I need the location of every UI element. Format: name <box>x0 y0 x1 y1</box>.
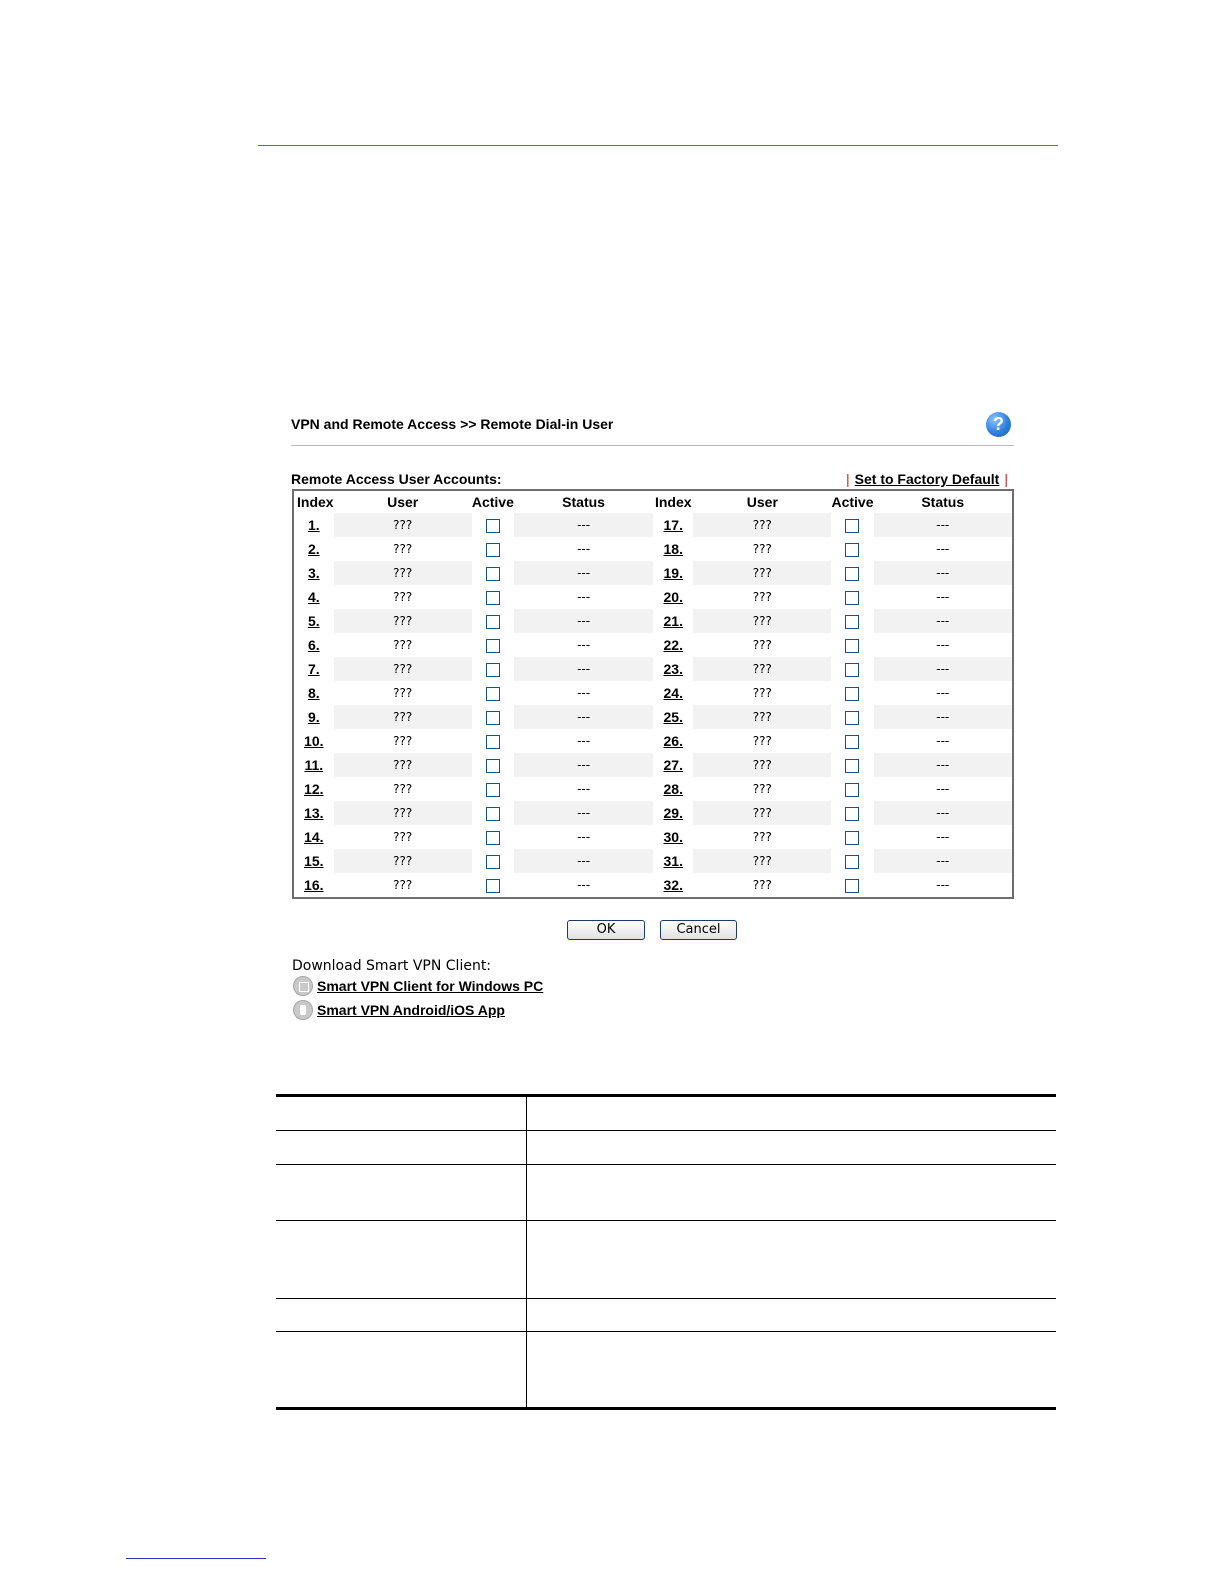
user-index-link[interactable]: 4. <box>307 589 320 605</box>
help-icon[interactable]: ? <box>986 412 1011 437</box>
table-row <box>293 561 1013 585</box>
user-index-link[interactable]: 26. <box>663 733 683 749</box>
user-accounts-table <box>292 489 1014 899</box>
user-index-link[interactable]: 25. <box>663 709 683 725</box>
status-cell: --- <box>936 782 950 796</box>
user-index-link[interactable]: 9. <box>307 709 320 725</box>
user-index-link[interactable]: 3. <box>307 565 320 581</box>
status-cell: --- <box>874 513 1014 537</box>
column-header: Status <box>562 494 605 510</box>
user-cell: ??? <box>334 609 472 633</box>
user-index-link[interactable]: 15. <box>304 853 324 869</box>
user-index-link[interactable]: 23. <box>663 661 683 677</box>
factory-default-group <box>841 471 1013 487</box>
table-row <box>293 585 1013 609</box>
user-cell: ??? <box>334 561 472 585</box>
user-index-link[interactable]: 8. <box>307 685 320 701</box>
user-cell: ??? <box>334 705 472 729</box>
active-checkbox[interactable] <box>845 711 859 725</box>
status-cell: --- <box>874 753 1014 777</box>
active-checkbox[interactable] <box>845 687 859 701</box>
user-cell: ??? <box>752 830 772 844</box>
status-cell: --- <box>874 705 1014 729</box>
active-checkbox[interactable] <box>486 615 500 629</box>
table-row <box>276 1332 1056 1409</box>
status-cell: --- <box>874 561 1014 585</box>
user-index-link[interactable]: 13. <box>304 805 324 821</box>
user-index-link[interactable]: 19. <box>663 565 683 581</box>
column-header: Active <box>471 494 514 510</box>
user-cell: ??? <box>752 686 772 700</box>
page-title: VPN and Remote Access >> Remote Dial-in User <box>291 416 614 432</box>
user-cell: ??? <box>393 590 413 604</box>
user-index-link[interactable]: 21. <box>663 613 683 629</box>
table-header-row <box>293 490 1013 513</box>
status-cell: --- <box>874 609 1014 633</box>
user-index-link[interactable]: 10. <box>304 733 324 749</box>
user-cell: ??? <box>393 734 413 748</box>
active-checkbox[interactable] <box>845 567 859 581</box>
user-cell: ??? <box>693 849 831 873</box>
active-checkbox[interactable] <box>845 615 859 629</box>
table-row <box>276 1299 1056 1332</box>
active-checkbox[interactable] <box>486 639 500 653</box>
active-checkbox[interactable] <box>845 519 859 533</box>
table-row <box>293 753 1013 777</box>
download-row-windows <box>293 976 543 996</box>
active-checkbox[interactable] <box>845 735 859 749</box>
title-divider <box>291 445 1014 446</box>
active-checkbox[interactable] <box>845 759 859 773</box>
user-index-link[interactable]: 18. <box>663 541 683 557</box>
status-cell: --- <box>577 542 591 556</box>
status-cell: --- <box>514 801 653 825</box>
user-index-link[interactable]: 7. <box>307 661 320 677</box>
user-index-link[interactable]: 20. <box>663 589 683 605</box>
windows-client-link[interactable]: Smart VPN Client for Windows PC <box>317 978 544 994</box>
separator-right: | <box>1004 471 1008 487</box>
status-cell: --- <box>514 753 653 777</box>
active-checkbox[interactable] <box>845 663 859 677</box>
status-cell: --- <box>514 513 653 537</box>
user-cell: ??? <box>334 753 472 777</box>
table-row <box>293 633 1013 657</box>
user-index-link[interactable]: 31. <box>663 853 683 869</box>
user-cell: ??? <box>693 657 831 681</box>
user-index-link[interactable]: 28. <box>663 781 683 797</box>
description-table <box>276 1094 1056 1410</box>
user-cell: ??? <box>393 638 413 652</box>
table-row <box>293 657 1013 681</box>
user-index-link[interactable]: 14. <box>304 829 324 845</box>
user-cell: ??? <box>393 686 413 700</box>
active-checkbox[interactable] <box>845 543 859 557</box>
table-row <box>276 1165 1056 1221</box>
status-cell: --- <box>577 878 591 892</box>
status-cell: --- <box>577 590 591 604</box>
active-checkbox[interactable] <box>486 591 500 605</box>
active-checkbox[interactable] <box>486 519 500 533</box>
set-factory-default-link[interactable]: Set to Factory Default <box>854 471 1000 487</box>
user-index-link[interactable]: 24. <box>663 685 683 701</box>
user-cell: ??? <box>693 609 831 633</box>
windows-icon <box>293 976 313 996</box>
user-cell: ??? <box>752 734 772 748</box>
cancel-button[interactable]: Cancel <box>660 920 737 940</box>
page-bottom-rule <box>126 1558 266 1559</box>
status-cell: --- <box>936 878 950 892</box>
user-cell: ??? <box>693 513 831 537</box>
user-cell: ??? <box>752 782 772 796</box>
user-index-link[interactable]: 11. <box>304 757 324 773</box>
status-cell: --- <box>514 705 653 729</box>
mobile-app-link[interactable]: Smart VPN Android/iOS App <box>317 1002 505 1018</box>
status-cell: --- <box>874 849 1014 873</box>
active-checkbox[interactable] <box>486 543 500 557</box>
user-index-link[interactable]: 1. <box>307 517 320 533</box>
active-checkbox[interactable] <box>845 783 859 797</box>
active-checkbox[interactable] <box>486 711 500 725</box>
status-cell: --- <box>577 734 591 748</box>
user-index-link[interactable]: 30. <box>663 829 683 845</box>
active-checkbox[interactable] <box>486 879 500 893</box>
status-cell: --- <box>577 638 591 652</box>
active-checkbox[interactable] <box>845 591 859 605</box>
table-row <box>276 1131 1056 1165</box>
table-row <box>293 609 1013 633</box>
status-cell: --- <box>577 830 591 844</box>
active-checkbox[interactable] <box>845 807 859 821</box>
active-checkbox[interactable] <box>845 879 859 893</box>
active-checkbox[interactable] <box>486 831 500 845</box>
user-cell: ??? <box>752 638 772 652</box>
status-cell: --- <box>514 657 653 681</box>
user-cell: ??? <box>752 590 772 604</box>
user-cell: ??? <box>334 657 472 681</box>
user-index-link[interactable]: 12. <box>304 781 324 797</box>
download-row-mobile <box>293 1000 505 1020</box>
status-cell: --- <box>936 542 950 556</box>
user-rows <box>293 513 1013 898</box>
user-cell: ??? <box>393 782 413 796</box>
status-cell: --- <box>936 686 950 700</box>
active-checkbox[interactable] <box>845 855 859 869</box>
user-cell: ??? <box>693 801 831 825</box>
user-cell: ??? <box>693 561 831 585</box>
active-checkbox[interactable] <box>486 759 500 773</box>
user-cell: ??? <box>693 753 831 777</box>
status-cell: --- <box>936 590 950 604</box>
table-row <box>293 825 1013 849</box>
status-cell: --- <box>874 657 1014 681</box>
column-header: Index <box>654 494 692 510</box>
user-index-link[interactable]: 16. <box>304 877 324 893</box>
active-checkbox[interactable] <box>486 855 500 869</box>
active-checkbox[interactable] <box>486 567 500 581</box>
ok-button[interactable]: OK <box>567 920 645 940</box>
user-cell: ??? <box>334 849 472 873</box>
column-header: User <box>746 494 778 510</box>
download-label: Download Smart VPN Client: <box>292 958 492 974</box>
table-row <box>293 777 1013 801</box>
user-cell: ??? <box>393 878 413 892</box>
status-cell: --- <box>936 734 950 748</box>
user-index-link[interactable]: 22. <box>663 637 683 653</box>
active-checkbox[interactable] <box>486 663 500 677</box>
user-index-link[interactable]: 2. <box>307 541 320 557</box>
status-cell: --- <box>514 849 653 873</box>
column-header: Index <box>297 494 334 510</box>
table-row <box>276 1096 1056 1131</box>
table-row <box>293 513 1013 537</box>
status-cell: --- <box>514 561 653 585</box>
user-cell: ??? <box>334 513 472 537</box>
accounts-label: Remote Access User Accounts: <box>291 471 502 487</box>
user-cell: ??? <box>693 705 831 729</box>
column-header: Active <box>831 494 874 510</box>
user-cell: ??? <box>752 542 772 556</box>
user-index-link[interactable]: 29. <box>663 805 683 821</box>
user-cell: ??? <box>334 801 472 825</box>
active-checkbox[interactable] <box>486 735 500 749</box>
user-index-link[interactable]: 5. <box>307 613 320 629</box>
status-cell: --- <box>514 609 653 633</box>
active-checkbox[interactable] <box>486 783 500 797</box>
active-checkbox[interactable] <box>845 831 859 845</box>
separator-left: | <box>846 471 850 487</box>
column-header: User <box>387 494 419 510</box>
table-row <box>293 537 1013 561</box>
page-top-rule <box>258 145 1058 146</box>
user-cell: ??? <box>752 878 772 892</box>
status-cell: --- <box>577 686 591 700</box>
status-cell: --- <box>577 782 591 796</box>
status-cell: --- <box>936 830 950 844</box>
table-row <box>293 873 1013 898</box>
user-index-link[interactable]: 6. <box>307 637 320 653</box>
active-checkbox[interactable] <box>845 639 859 653</box>
column-header: Status <box>921 494 965 510</box>
user-index-link[interactable]: 27. <box>663 757 683 773</box>
status-cell: --- <box>936 638 950 652</box>
phone-icon <box>293 1000 313 1020</box>
active-checkbox[interactable] <box>486 687 500 701</box>
status-cell: --- <box>874 801 1014 825</box>
user-cell: ??? <box>393 830 413 844</box>
table-row <box>293 681 1013 705</box>
active-checkbox[interactable] <box>486 807 500 821</box>
user-index-link[interactable]: 32. <box>663 877 683 893</box>
table-row <box>293 849 1013 873</box>
user-index-link[interactable]: 17. <box>663 517 683 533</box>
user-cell: ??? <box>393 542 413 556</box>
table-row <box>293 705 1013 729</box>
table-row <box>293 729 1013 753</box>
table-row <box>276 1221 1056 1299</box>
table-row <box>293 801 1013 825</box>
